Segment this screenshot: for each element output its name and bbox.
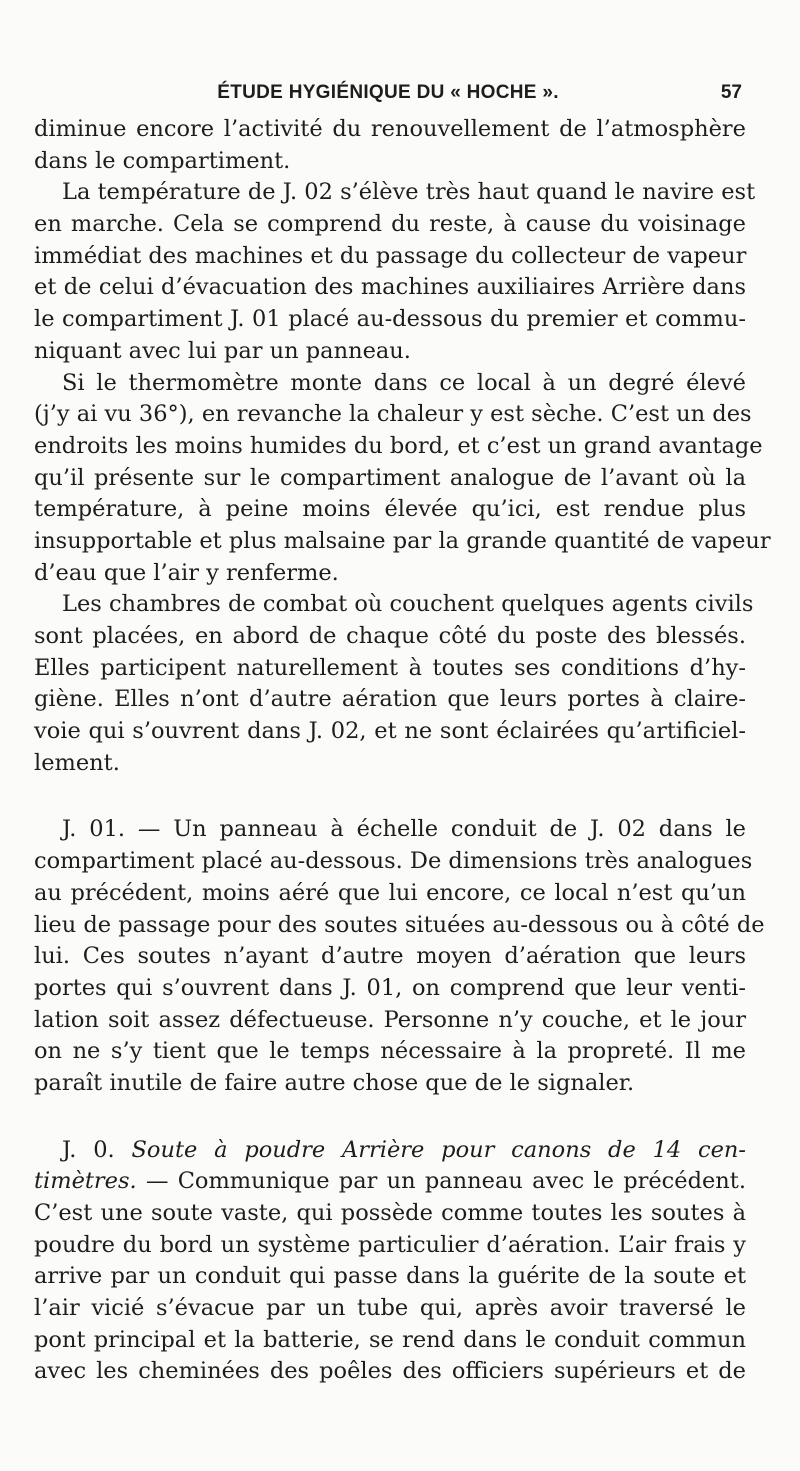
paragraph (34, 1135, 746, 1389)
text-line: paraît inutile de faire autre chose que de le signaler. (34, 1069, 635, 1096)
text-line: pont principal et la batterie, se rend dans le conduit commun (34, 1326, 746, 1353)
text-line: giène. Elles n’ont d’autre aération que leurs portes à claire- (34, 686, 746, 713)
text-line: au précédent, moins aéré que lui encore, ce local n’est qu’un (34, 879, 746, 906)
text-line: arrive par un conduit qui passe dans la guérite de la soute et (34, 1263, 746, 1290)
text-line: lieu de passage pour des soutes situées au-dessous ou à côté de (34, 911, 765, 938)
text-line: portes qui s’ouvrent dans J. 01, on comprend que leur venti- (34, 974, 746, 1001)
text-line: qu’il présente sur le compartiment analogue de l’avant où la (34, 464, 746, 491)
text-line: Si le thermomètre monte dans ce local à un degré élevé (62, 369, 746, 396)
text-line: avec les cheminées des poêles des officiers supérieurs et de (34, 1358, 746, 1385)
text-line: voie qui s’ouvrent dans J. 02, et ne sont éclairées qu’artificiel- (34, 718, 746, 745)
text-line: lement. (34, 749, 120, 776)
running-head (34, 80, 742, 110)
text-line: insupportable et plus malsaine par la grande quantité de vapeur (34, 527, 771, 554)
text-line: (j’y ai vu 36°), en revanche la chaleur y est sèche. C’est un des (34, 401, 752, 428)
text-line: compartiment placé au-dessous. De dimensions très analogues (34, 848, 753, 875)
text-line: sont placées, en abord de chaque côté du poste des blessés. (34, 623, 746, 649)
section-gap (34, 779, 746, 814)
text-line: immédiat des machines et du passage du collecteur de vapeur (34, 242, 747, 269)
text-line: lui. Ces soutes n’ayant d’autre moyen d’aération que leurs (34, 943, 746, 970)
text-line: Elles participent naturellement à toutes ses conditions d’hy- (34, 654, 746, 681)
section-label: J. 0. (62, 1136, 132, 1163)
section-gap (34, 1100, 746, 1135)
paragraph (34, 177, 756, 367)
paragraph (34, 368, 771, 590)
running-title: ÉTUDE HYGIÉNIQUE DU « HOCHE ». (217, 82, 559, 103)
section-heading-italic: timètres. (34, 1168, 137, 1195)
text-line: température, à peine moins élevée qu’ici, est rendue plus (34, 496, 746, 523)
text-line (34, 1166, 746, 1198)
text-line: d’eau que l’air y renferme. (34, 559, 339, 586)
text-line: Les chambres de combat où couchent quelques agents civils (62, 591, 754, 618)
text-line (34, 1135, 746, 1167)
text-line: on ne s’y tient que le temps nécessaire à la propreté. Il me (34, 1038, 746, 1065)
text-run: — Communique par un panneau avec le précédent. (136, 1168, 746, 1195)
text-line: J. 01. — Un panneau à échelle conduit de J. 02 dans le (62, 816, 746, 843)
body-text (34, 114, 771, 1388)
text-line: endroits les moins humides du bord, et c’est un grand avantage (34, 432, 763, 459)
section-heading-italic: Soute à poudre Arrière pour canons de 14 cen- (131, 1136, 747, 1163)
text-line: diminue encore l’activité du renouvellement de l’atmosphère (34, 116, 746, 142)
page-number: 57 (720, 82, 742, 103)
text-line: dans le compartiment. (34, 147, 291, 174)
text-line: poudre du bord un système particulier d’aération. L’air frais y (34, 1231, 746, 1258)
text-line: en marche. Cela se comprend du reste, à cause du voisinage (34, 211, 746, 238)
paragraph (34, 589, 754, 779)
text-line: C’est une soute vaste, qui possède comme toutes les soutes à (34, 1200, 746, 1226)
paragraph (34, 114, 746, 177)
text-line: La température de J. 02 s’élève très haut quand le navire est (62, 179, 756, 206)
text-line: le compartiment J. 01 placé au-dessous du premier et commu- (34, 306, 746, 333)
text-line: niquant avec lui par un panneau. (34, 337, 411, 364)
text-line: lation soit assez défectueuse. Personne n’y couche, et le jour (34, 1006, 746, 1033)
paragraph (34, 814, 765, 1099)
text-line: l’air vicié s’évacue par un tube qui, après avoir traversé le (34, 1295, 746, 1322)
text-line: et de celui d’évacuation des machines auxiliaires Arrière dans (34, 274, 746, 301)
